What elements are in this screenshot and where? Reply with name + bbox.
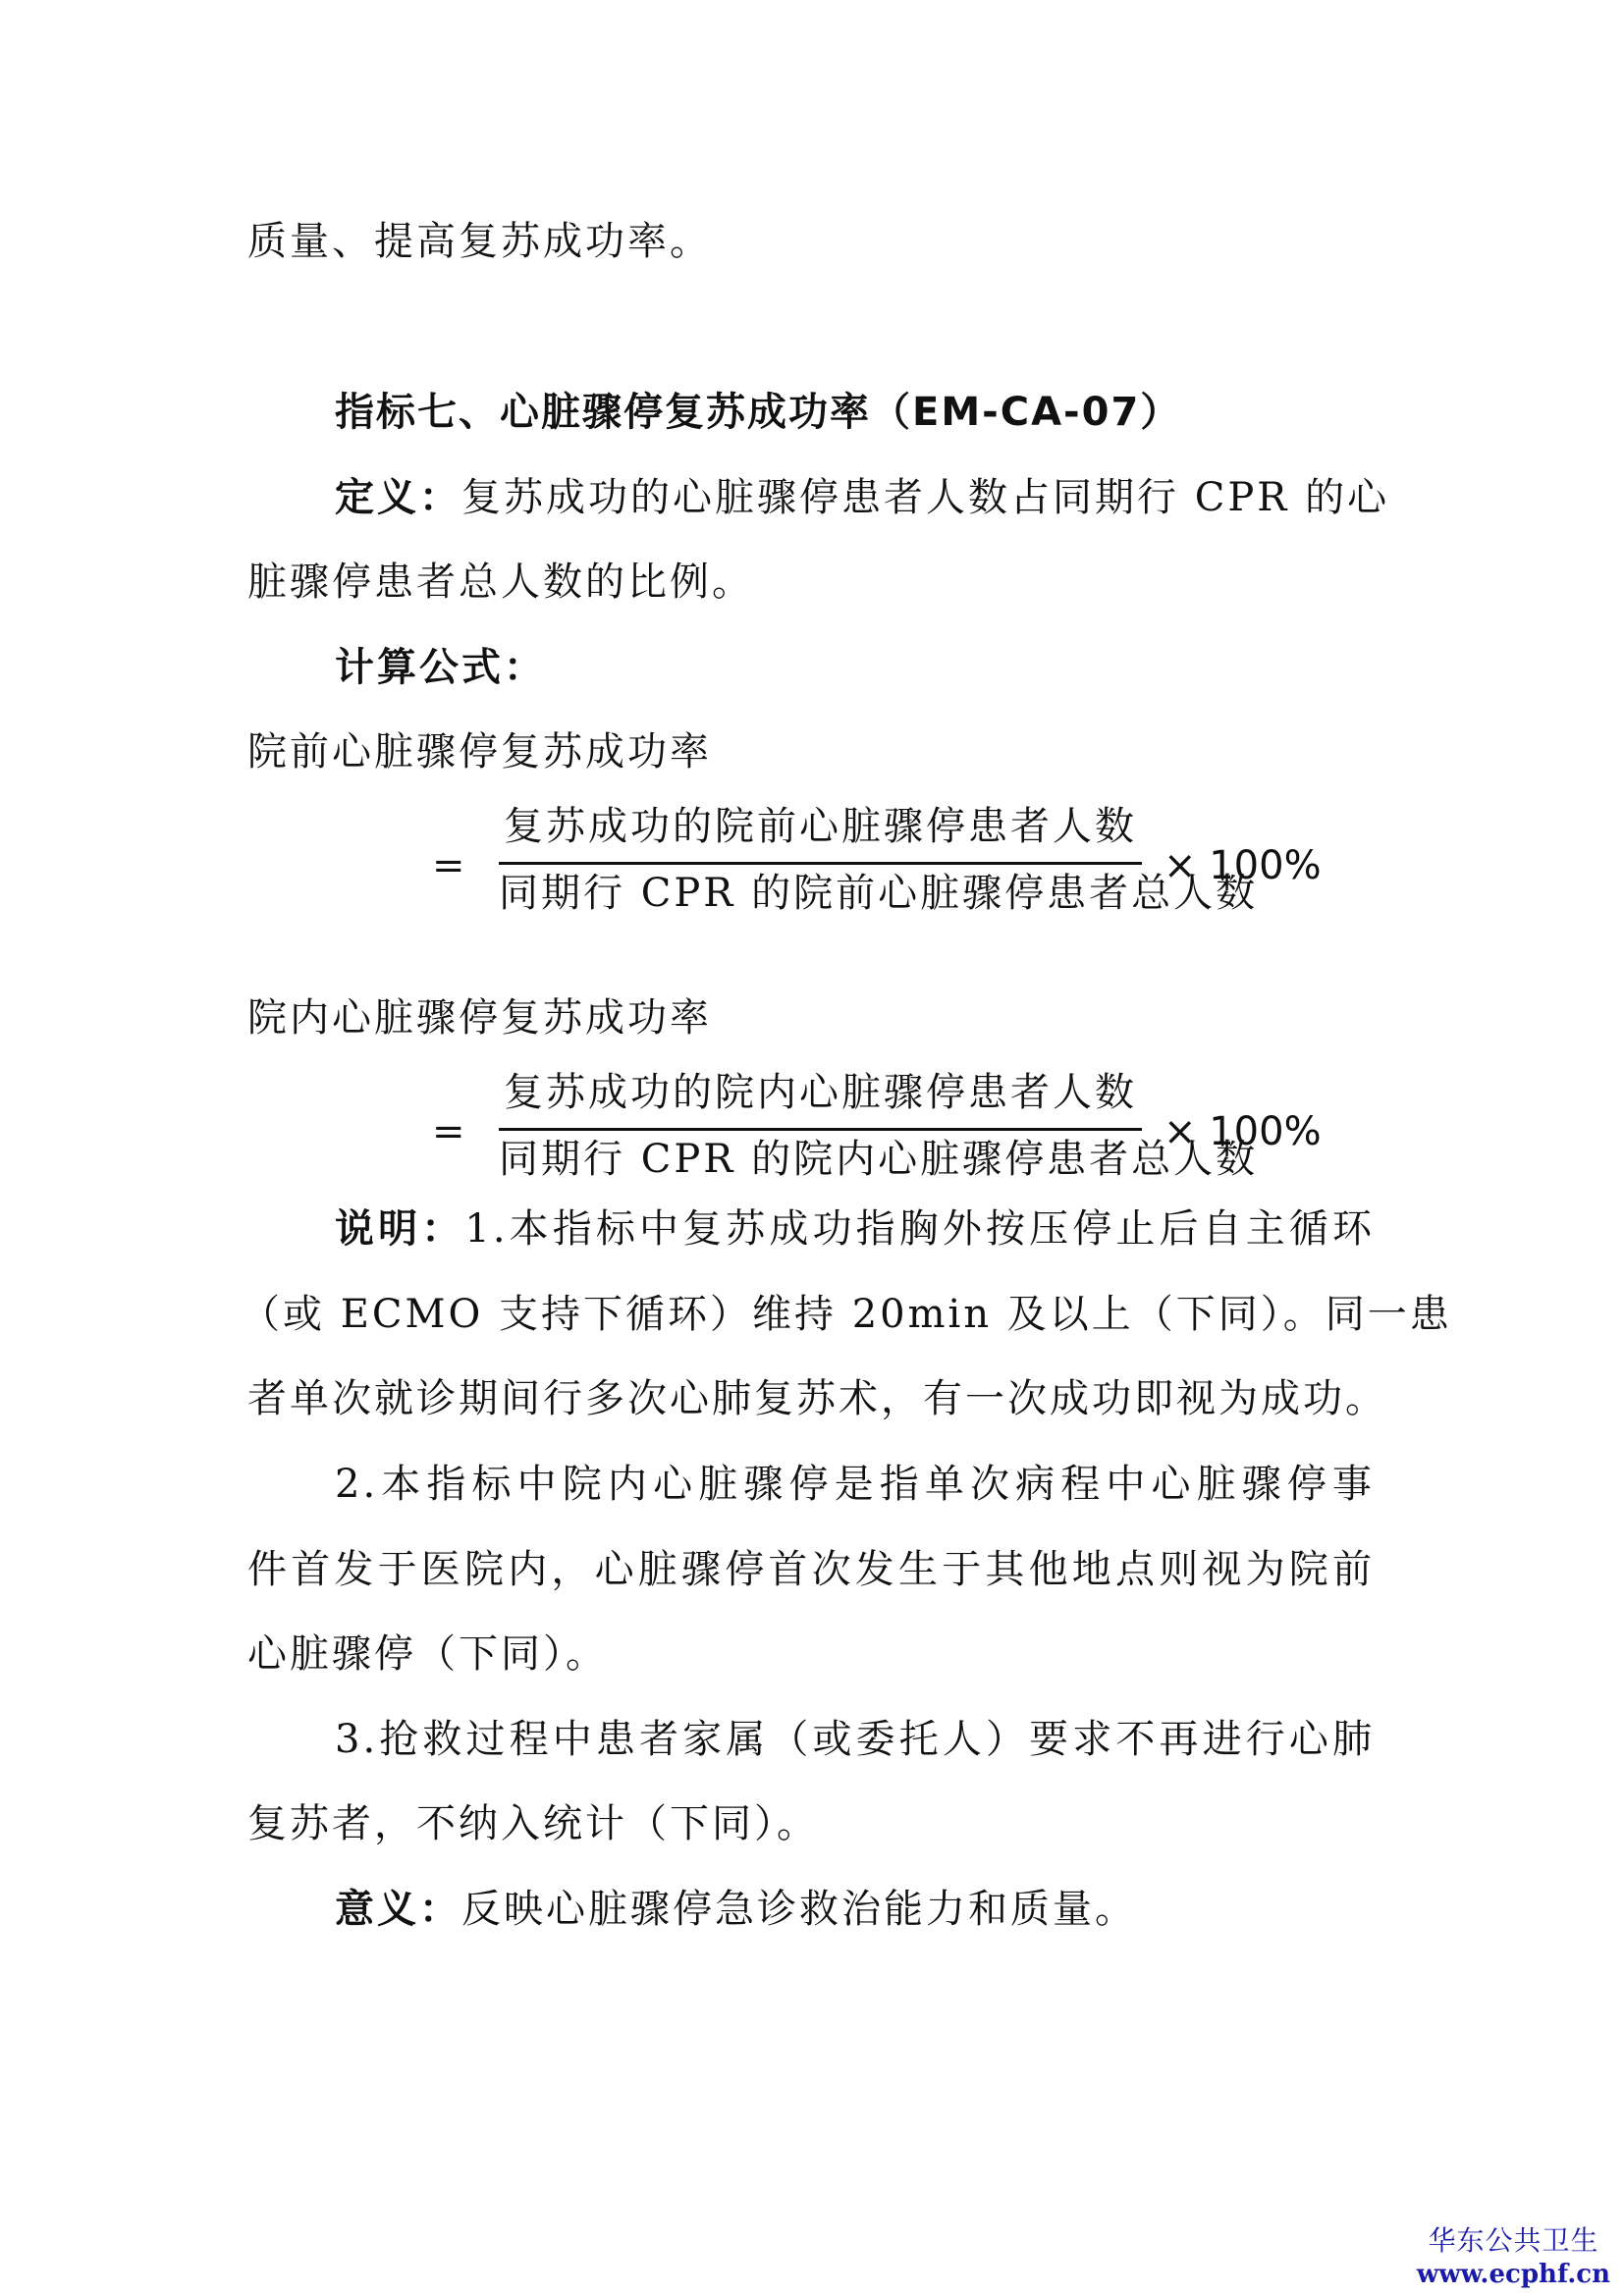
note1-text-3: 者单次就诊期间行多次心肺复苏术，有一次成功即视为成功。 [247,1376,1387,1421]
significance-paragraph [335,1886,1137,1933]
formula2-fraction-bar [499,1128,1142,1131]
indicator-title: 指标七、心脏骤停复苏成功率（EM-CA-07） [335,390,1182,435]
formula1-equals: = [432,843,465,888]
formula2-equals: = [432,1109,465,1154]
significance-label: 意义： [335,1887,461,1932]
formula2-numerator: 复苏成功的院内心脏骤停患者人数 [504,1070,1137,1115]
formula1-name: 院前心脏骤停复苏成功率 [247,729,712,774]
formula-label: 计算公式： [335,645,546,690]
formula1-numerator: 复苏成功的院前心脏骤停患者人数 [504,804,1137,849]
intro-tail-text: 质量、提高复苏成功率。 [247,219,712,264]
formula2 [432,1069,1394,1197]
note2-text-1: 2.本指标中院内心脏骤停是指单次病程中心脏骤停事 [335,1462,1375,1507]
definition-text-2: 脏骤停患者总人数的比例。 [247,560,754,605]
notes-paragraph-line1 [335,1205,1375,1253]
note2-text-3: 心脏骤停（下同）。 [247,1631,608,1677]
note1-text-2: （或 ECMO 支持下循环）维持 20min 及以上（下同）。同一患 [241,1292,1452,1337]
note2-text-2: 件首发于医院内，心脏骤停首次发生于其他地点则视为院前 [247,1547,1375,1592]
formula1 [432,803,1394,931]
formula1-fraction-bar [499,862,1142,865]
formula2-multiplier: × 100% [1164,1109,1322,1154]
formula2-name: 院内心脏骤停复苏成功率 [247,995,712,1041]
formula2-denominator: 同期行 CPR 的院内心脏骤停患者总人数 [499,1137,1259,1182]
formula1-denominator: 同期行 CPR 的院前心脏骤停患者总人数 [499,871,1259,916]
watermark-url: www.ecphf.cn [1416,2260,1610,2289]
definition-label: 定义： [335,475,461,520]
significance-text: 反映心脏骤停急诊救治能力和质量。 [461,1887,1137,1932]
note3-text-2: 复苏者，不纳入统计（下同）。 [247,1801,819,1846]
note3-text-1: 3.抢救过程中患者家属（或委托人）要求不再进行心肺 [335,1717,1375,1762]
definition-text-1: 复苏成功的心脏骤停患者人数占同期行 CPR 的心 [461,475,1390,520]
definition-paragraph-line1 [335,474,1390,521]
site-watermark-link[interactable] [1417,2223,1610,2290]
watermark-name: 华东公共卫生 [1428,2224,1599,2257]
note1-text-1: 1.本指标中复苏成功指胸外按压停止后自主循环 [464,1206,1375,1252]
formula1-multiplier: × 100% [1164,843,1322,888]
notes-label: 说明： [335,1206,465,1252]
